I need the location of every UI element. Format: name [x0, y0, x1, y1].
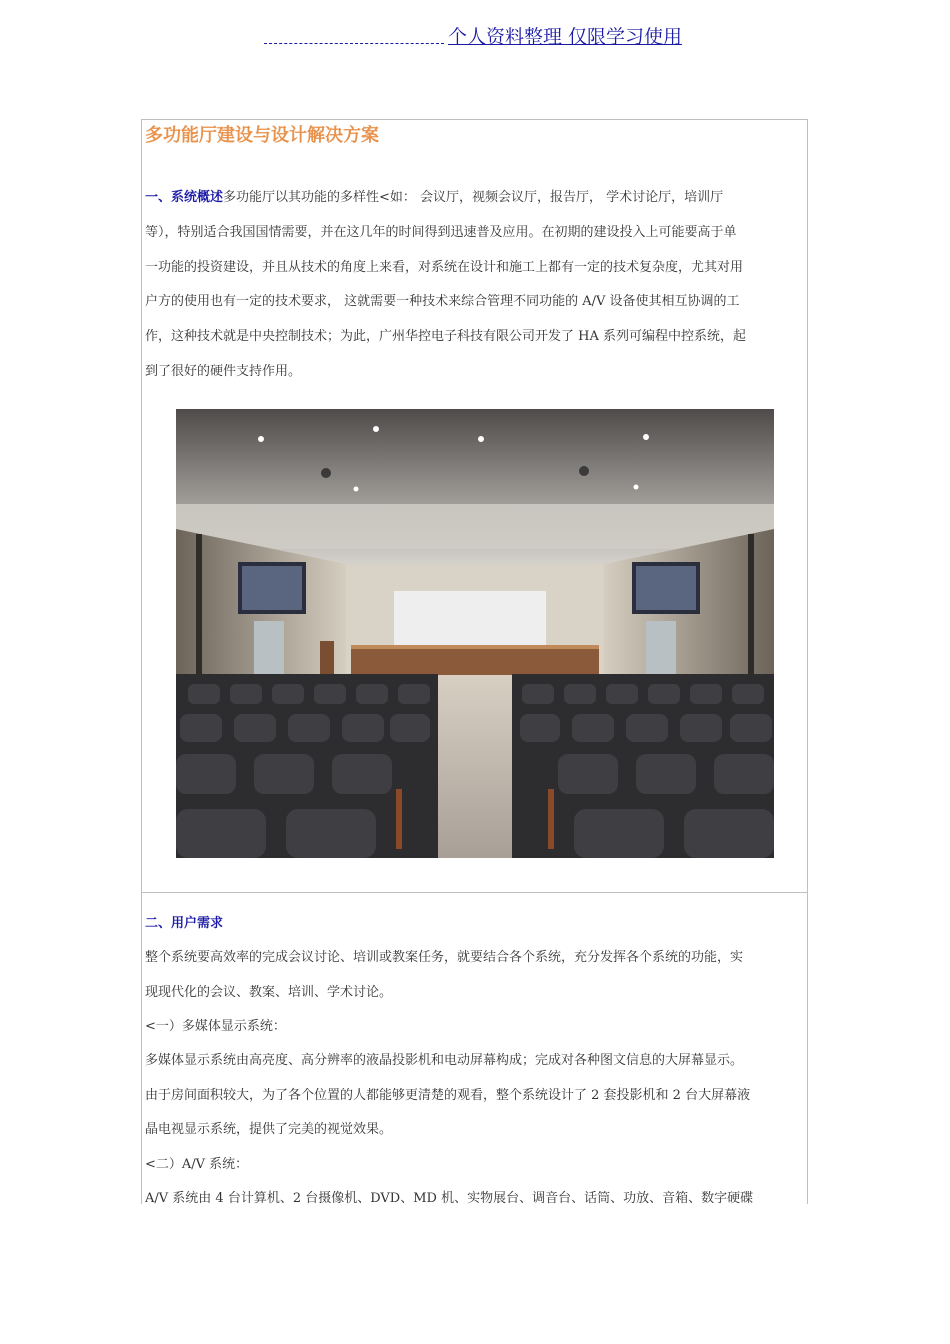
header-dashed-rule	[264, 43, 444, 44]
section2-line: 多媒体显示系统由高亮度、高分辨率的液晶投影机和电动屏幕构成；完成对各种图文信息的大屏幕显示。	[145, 1053, 744, 1068]
section2-line: A/V 系统由 4 台计算机、2 台摄像机、DVD、MD 机、实物展台、调音台、话筒、功放、音箱、数字硬碟	[145, 1191, 754, 1206]
section2-line: 由于房间面积较大，为了各个位置的人都能够更清楚的观看，整个系统设计了 2 套投影机和 2 台大屏幕液	[145, 1088, 751, 1103]
section2-line: 晶电视显示系统，提供了完美的视觉效果。	[145, 1122, 393, 1137]
section1-line: 作，这种技术就是中央控制技术；为此，广州华控电子科技有限公司开发了 HA 系列可编程中控系统，起	[145, 329, 746, 344]
section2-line: <二）A/V 系统：	[145, 1157, 249, 1172]
section1-line: 一功能的投资建设，并且从技术的角度上来看，对系统在设计和施工上都有一定的技术复杂度，尤其对用	[145, 260, 744, 275]
section2-line: <一）多媒体显示系统：	[145, 1019, 286, 1034]
section2-line: 整个系统要高效率的完成会议讨论、培训或教案任务，就要结合各个系统，充分发挥各个系统的功能，实	[145, 950, 744, 965]
page-header	[264, 22, 688, 50]
section1-line: 户方的使用也有一定的技术要求， 这就需要一种技术来综合管理不同功能的 A/V 设备使其相互协调的工	[145, 294, 740, 309]
section1-line: 到了很好的硬件支持作用。	[145, 364, 302, 379]
section1-line	[145, 186, 805, 205]
document-title: 多功能厅建设与设计解决方案	[145, 125, 379, 146]
auditorium-photo	[176, 409, 774, 858]
section2-heading: 二、用户需求	[145, 916, 224, 931]
section2-line: 现现代化的会议、教案、培训、学术讨论。	[145, 985, 393, 1000]
header-text: 个人资料整理 仅限学习使用	[448, 26, 683, 48]
section1-heading: 一、系统概述	[145, 190, 224, 205]
section1-line: 等），特别适合我国国情需要，并在这几年的时间得到迅速普及应用。在初期的建设投入上可能要高于单	[145, 225, 737, 240]
section1-text: 多功能厅以其功能的多样性<如： 会议厅，视频会议厅，报告厅， 学术讨论厅，培训厅	[223, 190, 724, 205]
